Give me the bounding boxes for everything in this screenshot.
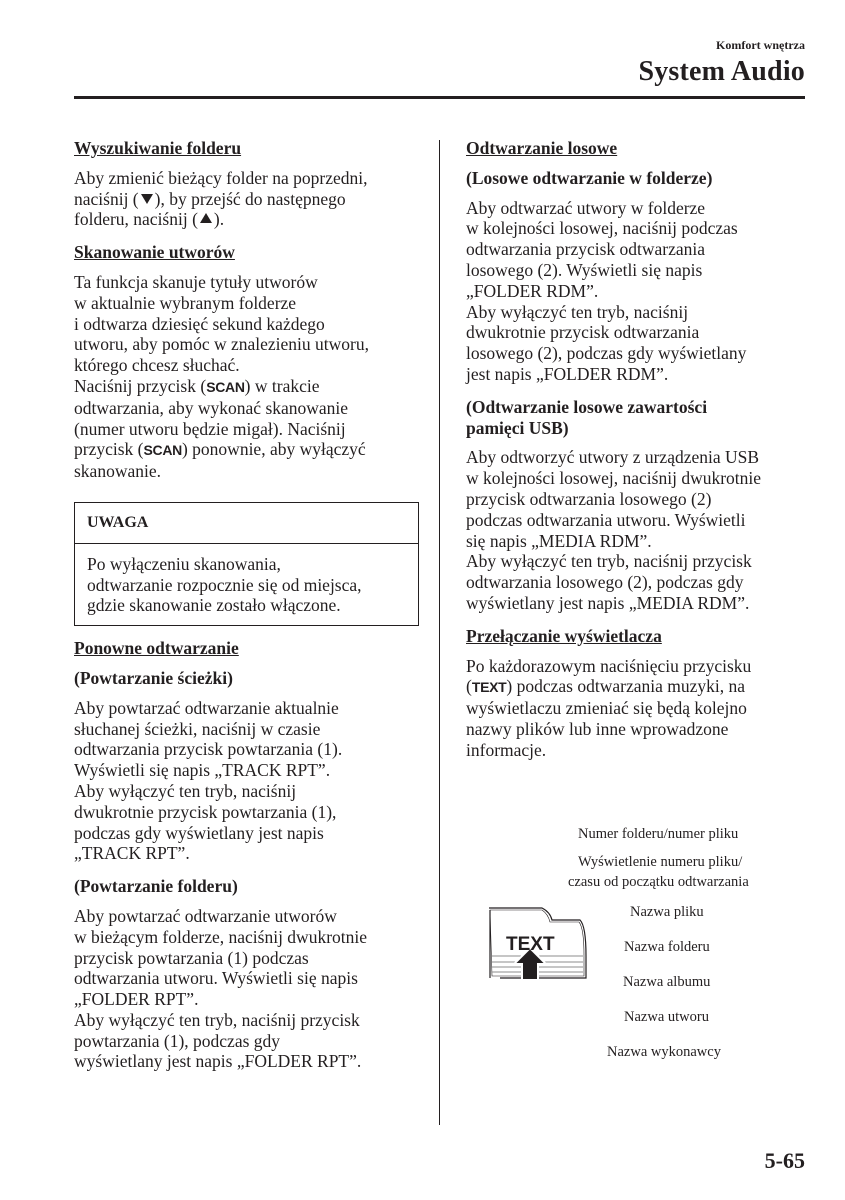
paragraph-line: Aby wyłączyć ten tryb, naciśnij przycisk [74,1009,360,1030]
paragraph-line: „FOLDER RDM”. [466,280,599,301]
paragraph-line: losowego (2), podczas gdy wyświetlany [466,343,747,364]
paragraph-line: Aby wyłączyć ten tryb, naciśnij przycisk [466,551,752,572]
paragraph-line: się napis „MEDIA RDM”. [466,530,652,551]
paragraph-line: Aby powtarzać odtwarzanie aktualnie [74,697,339,718]
header-rule [74,96,805,99]
figure-label: Wyświetlenie numeru pliku/ [578,854,743,870]
paragraph-line: skanowanie. [74,461,161,482]
paragraph-line: jest napis „FOLDER RDM”. [466,363,669,384]
figure-label: Nazwa wykonawcy [607,1044,721,1060]
paragraph-line: wyświetlany jest napis „FOLDER RPT”. [74,1051,362,1072]
scan-button-icon: SCAN [143,442,182,459]
text-button-label: TEXT [506,934,555,955]
paragraph-line: Wyświetli się napis „TRACK RPT”. [74,760,331,781]
paragraph-line: Naciśnij przycisk (SCAN) w trakcie [74,375,320,396]
subheading-usb-random: pamięci USB) [466,417,569,438]
heading-repeat: Ponowne odtwarzanie [74,638,239,659]
paragraph-line: odtwarzania przycisk powtarzania (1). [74,739,343,760]
figure-label: Numer folderu/numer pliku [578,826,739,842]
subheading-folder-random: (Losowe odtwarzanie w folderze) [466,167,713,188]
paragraph-line: Ta funkcja skanuje tytuły utworów [74,271,318,292]
paragraph-line: informacje. [466,739,547,760]
note-line: Po wyłączeniu skanowania, [87,553,281,574]
header-section: Komfort wnętrza [716,38,805,52]
paragraph-line: naciśnij ( ), by przejść do następnego [74,188,346,209]
paragraph-line: którego chcesz słuchać. [74,355,240,376]
note-body [75,544,418,625]
paragraph-line: powtarzania (1), podczas gdy [74,1030,281,1051]
paragraph-line: utworu, aby pomóc w znalezieniu utworu, [74,334,369,355]
subheading-track-repeat: (Powtarzanie ścieżki) [74,667,233,688]
paragraph-line: losowego (2). Wyświetli się napis [466,259,703,280]
figure-label: Nazwa folderu [624,939,710,955]
text-button-diagram [486,826,816,1076]
up-arrow-icon [200,213,212,223]
paragraph-line: podczas odtwarzania utworu. Wyświetli [466,509,746,530]
column-divider [439,140,440,1125]
subheading-folder-repeat: (Powtarzanie folderu) [74,876,238,897]
paragraph-line: (TEXT) podczas odtwarzania muzyki, na [466,676,746,697]
heading-folder-search: Wyszukiwanie folderu [74,138,242,158]
paragraph-line: folderu, naciśnij ( ). [74,209,225,230]
paragraph-line: wyświetlaczu zmieniać się będą kolejno [466,698,747,719]
paragraph-line: Aby wyłączyć ten tryb, naciśnij [466,301,689,322]
paragraph-line: przycisk odtwarzania losowego (2) [466,488,712,509]
paragraph-line: „TRACK RPT”. [74,843,190,864]
paragraph-line: (numer utworu będzie migał). Naciśnij [74,418,346,439]
page-number: 5-65 [764,1148,805,1173]
paragraph-line: w bieżącym folderze, naciśnij dwukrotnie [74,926,368,947]
figure-label: Nazwa albumu [623,974,711,990]
paragraph-line: w kolejności losowej, naciśnij dwukrotnie [466,468,762,489]
paragraph-line: „FOLDER RPT”. [74,989,199,1010]
right-column [466,138,811,761]
note-title: UWAGA [75,503,418,544]
heading-display-switch: Przełączanie wyświetlacza [466,625,662,646]
paragraph-line: odtwarzania utworu. Wyświetli się napis [74,968,358,989]
paragraph-line: dwukrotnie przycisk powtarzania (1), [74,801,337,822]
scan-button-icon: SCAN [206,378,245,395]
paragraph-line: odtwarzania losowego (2), podczas gdy [466,572,744,593]
text-button-icon: TEXT [471,679,507,696]
paragraph-line: i odtwarza dziesięć sekund każdego [74,313,325,334]
paragraph-line: podczas gdy wyświetlany jest napis [74,822,324,843]
figure-label: Nazwa pliku [630,904,704,920]
subheading-usb-random: (Odtwarzanie losowe zawartości [466,396,708,417]
paragraph-line: Aby odtwarzać utwory w folderze [466,197,706,218]
paragraph-line: przycisk powtarzania (1) podczas [74,947,309,968]
heading-scan: Skanowanie utworów [74,242,235,263]
down-arrow-icon [141,194,153,204]
paragraph-line: w aktualnie wybranym folderze [74,292,297,313]
page-title: System Audio [638,56,805,87]
paragraph-line: Aby zmienić bieżący folder na poprzedni, [74,167,368,188]
paragraph-line: przycisk (SCAN) ponownie, aby wyłączyć [74,439,366,460]
paragraph-line: Aby powtarzać odtwarzanie utworów [74,905,337,926]
paragraph-line: odtwarzania przycisk odtwarzania [466,239,706,260]
paragraph-line: Aby wyłączyć ten tryb, naciśnij [74,780,297,801]
heading-random: Odtwarzanie losowe [466,138,618,158]
paragraph-line: wyświetlany jest napis „MEDIA RDM”. [466,592,750,613]
paragraph-line: Aby odtworzyć utwory z urządzenia USB [466,447,760,468]
paragraph-line: odtwarzania, aby wykonać skanowanie [74,397,349,418]
paragraph-line: Po każdorazowym naciśnięciu przycisku [466,655,752,676]
paragraph-line: nazwy plików lub inne wprowadzone [466,718,729,739]
figure-label: czasu od początku odtwarzania [568,874,749,890]
paragraph-line: w kolejności losowej, naciśnij podczas [466,218,738,239]
note-line: odtwarzanie rozpocznie się od miejsca, [87,574,362,595]
figure-label: Nazwa utworu [624,1009,709,1025]
left-column [74,138,419,1072]
paragraph-line: słuchanej ścieżki, naciśnij w czasie [74,718,321,739]
note-line: gdzie skanowanie zostało włączone. [87,595,341,616]
note-box [74,502,419,626]
paragraph-line: dwukrotnie przycisk odtwarzania [466,322,700,343]
